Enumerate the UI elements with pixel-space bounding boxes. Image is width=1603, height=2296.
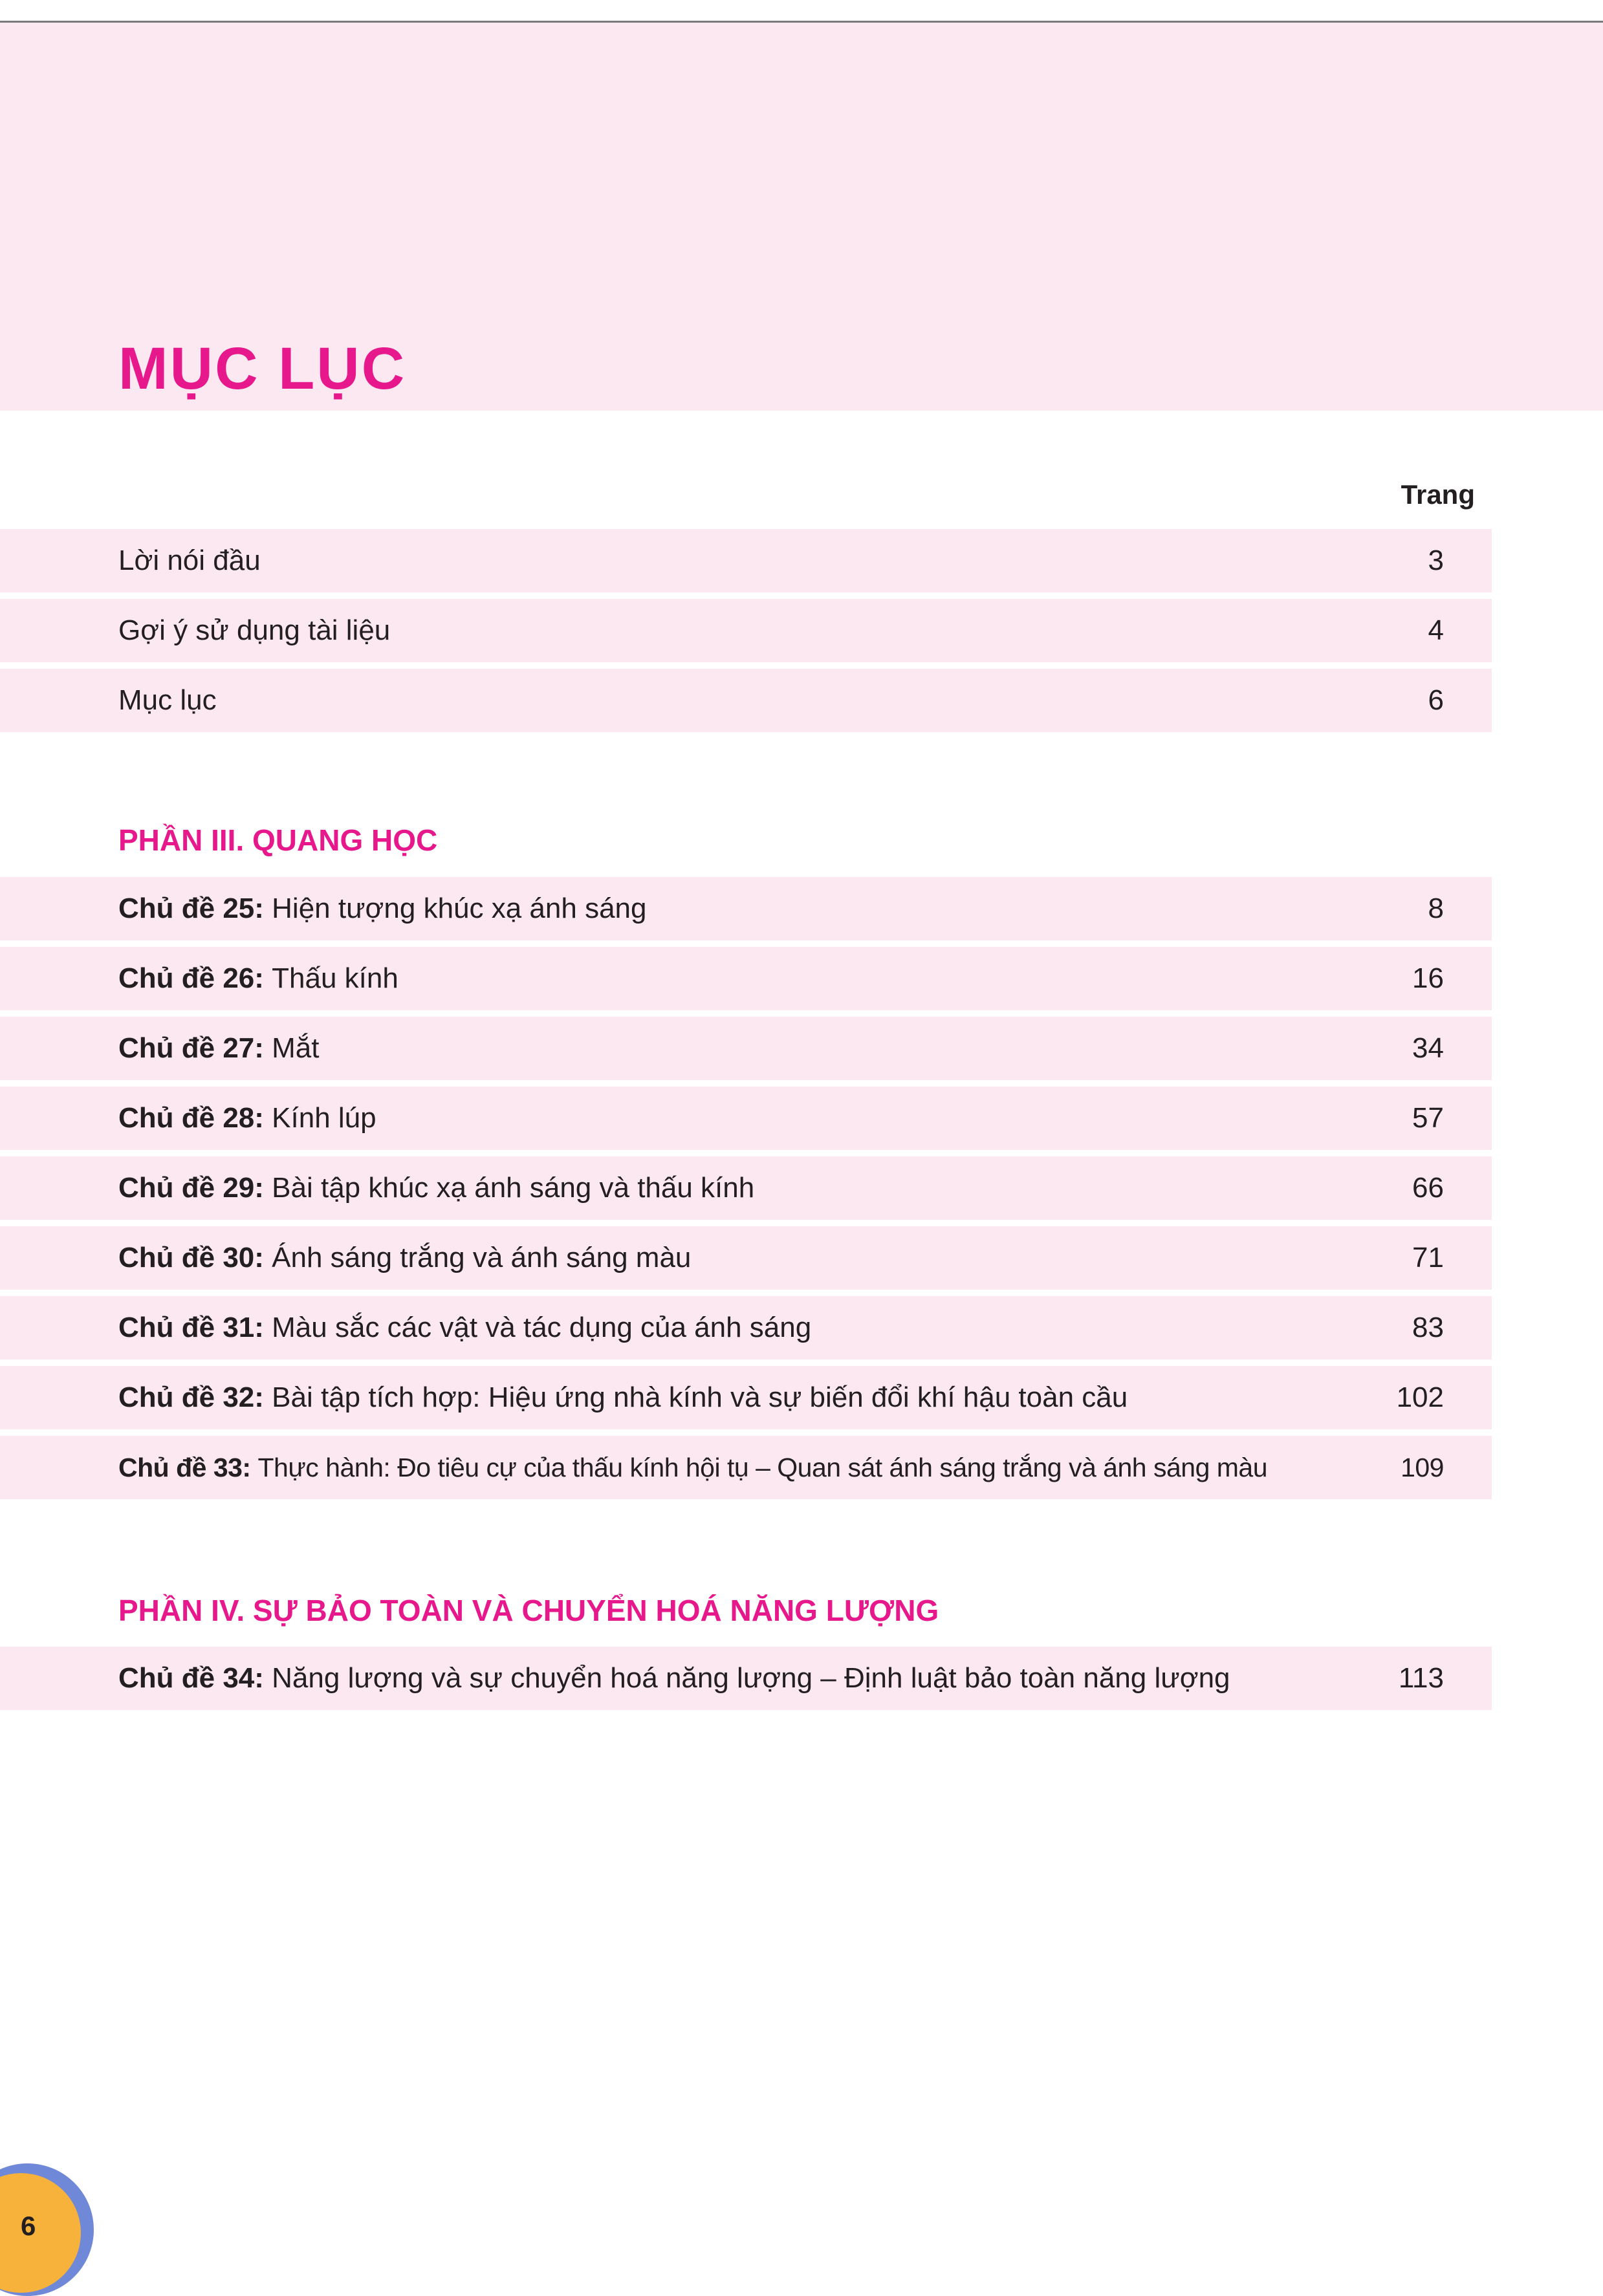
topic-label: Chủ đề 29: <box>118 1172 264 1204</box>
toc-row-topic[interactable] <box>0 1226 1492 1290</box>
toc-row-topic[interactable] <box>0 877 1492 940</box>
part-heading: PHẦN IV. SỰ BẢO TOÀN VÀ CHUYỂN HOÁ NĂNG LƯỢNG <box>118 1594 939 1627</box>
topic-title: Mắt <box>272 1032 320 1064</box>
toc-page: 57 <box>1412 1102 1444 1134</box>
topic-title: Bài tập khúc xạ ánh sáng và thấu kính <box>272 1172 755 1204</box>
toc-title: Lời nói đầu <box>118 545 261 576</box>
toc-page: 34 <box>1412 1032 1444 1064</box>
page-column-header: Trang <box>1401 479 1475 510</box>
topic-label: Chủ đề 32: <box>118 1381 264 1413</box>
toc-page: 113 <box>1398 1662 1444 1694</box>
topic-title: Bài tập tích hợp: Hiệu ứng nhà kính và sự biến đổi khí hậu toàn cầu <box>272 1381 1128 1413</box>
toc-page: 109 <box>1401 1453 1444 1482</box>
toc-row-topic[interactable] <box>0 1366 1492 1429</box>
toc-row-front[interactable] <box>0 599 1492 662</box>
topic-title: Ánh sáng trắng và ánh sáng màu <box>272 1242 692 1273</box>
toc-title: Gợi ý sử dụng tài liệu <box>118 614 391 646</box>
topic-title: Thực hành: Đo tiêu cự của thấu kính hội tụ – Quan sát ánh sáng trắng và ánh sáng màu <box>257 1453 1268 1482</box>
toc-page: 4 <box>1428 614 1444 646</box>
topic-title: Năng lượng và sự chuyển hoá năng lượng – Định luật bảo toàn năng lượng <box>272 1662 1230 1694</box>
toc-page: 3 <box>1428 545 1444 576</box>
toc-page: 83 <box>1412 1312 1444 1343</box>
toc-page: 16 <box>1412 962 1444 994</box>
toc-row-topic[interactable] <box>0 1156 1492 1220</box>
toc-page: 6 <box>1428 684 1444 716</box>
topic-label: Chủ đề 34: <box>118 1662 264 1694</box>
toc-row-front[interactable] <box>0 669 1492 732</box>
topic-title: Kính lúp <box>272 1102 376 1134</box>
toc-page: 102 <box>1396 1381 1444 1413</box>
topic-label: Chủ đề 27: <box>118 1032 264 1064</box>
topic-label: Chủ đề 26: <box>118 962 264 994</box>
toc-page: 66 <box>1412 1172 1444 1204</box>
toc-row-topic[interactable] <box>0 1017 1492 1080</box>
toc-page: 8 <box>1428 893 1444 924</box>
page-title: MỤC LỤC <box>118 336 407 402</box>
part-heading: PHẦN III. QUANG HỌC <box>118 823 438 857</box>
topic-label: Chủ đề 33: <box>118 1453 251 1482</box>
topic-title: Hiện tượng khúc xạ ánh sáng <box>272 893 647 924</box>
toc-title: Mục lục <box>118 684 217 716</box>
topic-title: Thấu kính <box>272 962 398 994</box>
toc-row-topic[interactable] <box>0 1436 1492 1499</box>
topic-label: Chủ đề 31: <box>118 1312 264 1343</box>
page-number: 6 <box>21 2211 36 2241</box>
topic-label: Chủ đề 30: <box>118 1242 264 1273</box>
topic-label: Chủ đề 25: <box>118 893 264 924</box>
toc-row-front[interactable] <box>0 529 1492 592</box>
toc-row-topic[interactable] <box>0 1296 1492 1359</box>
toc-row-topic[interactable] <box>0 1087 1492 1150</box>
toc-row-topic[interactable] <box>0 947 1492 1010</box>
topic-label: Chủ đề 28: <box>118 1102 264 1134</box>
toc-row-topic[interactable] <box>0 1647 1492 1710</box>
toc-page: 71 <box>1412 1242 1444 1273</box>
topic-title: Màu sắc các vật và tác dụng của ánh sáng <box>272 1312 812 1343</box>
